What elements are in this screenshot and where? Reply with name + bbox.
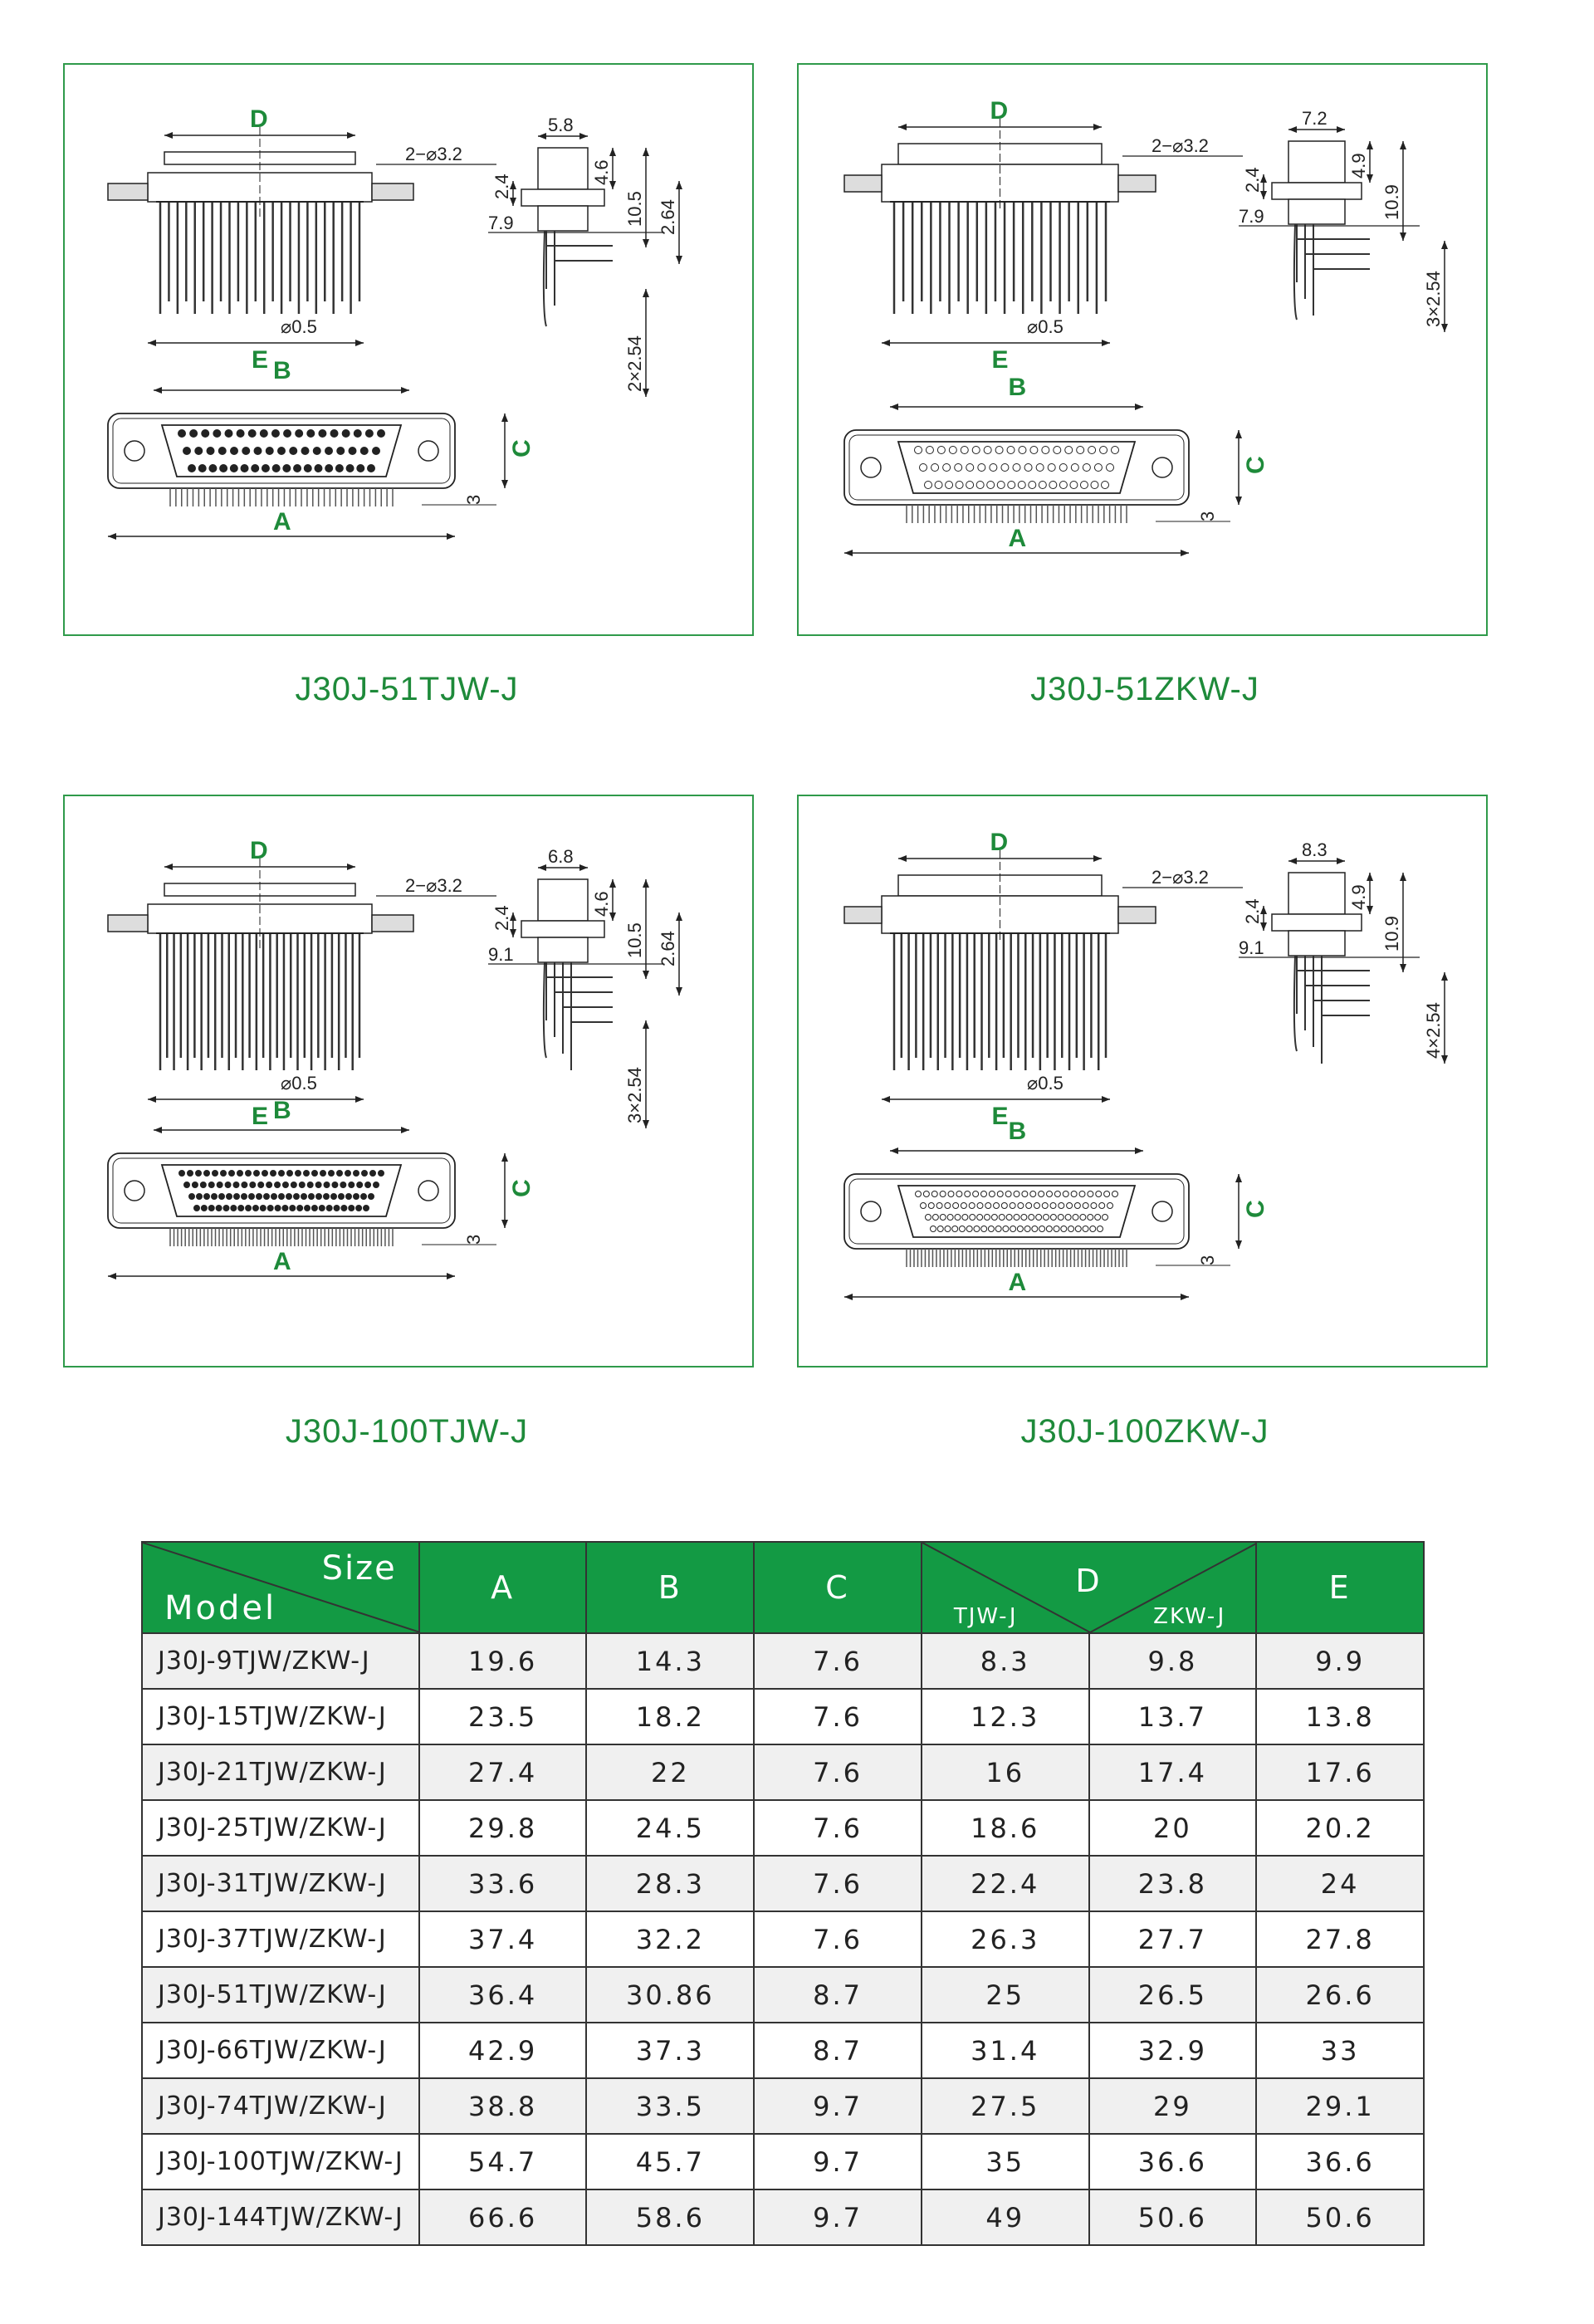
dim-hole-label: 2−⌀3.2 [1151, 867, 1209, 888]
dim-b-label: B [1008, 374, 1027, 401]
value-cell-d-tjw: 35 [922, 2134, 1089, 2189]
profile-view [488, 846, 682, 1128]
header-a: A [419, 1542, 587, 1633]
value-cell-e: 33 [1256, 2023, 1424, 2078]
value-cell-a: 29.8 [419, 1800, 587, 1856]
value-cell-b: 22 [586, 1744, 754, 1800]
value-cell-c: 7.6 [754, 1689, 922, 1744]
value-cell-d-tjw: 27.5 [922, 2078, 1089, 2134]
front-view [844, 374, 1269, 556]
table-row [142, 1967, 1424, 2023]
dim-b-label: B [273, 1097, 291, 1124]
side-view [108, 105, 496, 374]
drawing-panel-4 [797, 795, 1488, 1367]
dim-pin-label: ⌀0.5 [281, 1073, 317, 1094]
front-view [844, 1118, 1269, 1300]
caption-j30j-100tjw: J30J-100TJW-J [285, 1413, 529, 1450]
model-cell: J30J-51TJW/ZKW-J [142, 1967, 419, 2023]
dim-pin-label: ⌀0.5 [281, 316, 317, 337]
dim-h1-label: 2.4 [491, 174, 512, 199]
table-row [142, 1689, 1424, 1744]
model-cell: J30J-15TJW/ZKW-J [142, 1689, 419, 1744]
caption-j30j-100zkw: J30J-100ZKW-J [1020, 1413, 1269, 1450]
side-view [108, 837, 496, 1130]
connector-drawing [65, 796, 755, 1369]
model-cell: J30J-21TJW/ZKW-J [142, 1744, 419, 1800]
dimension-table [141, 1541, 1425, 2246]
value-cell-e: 27.8 [1256, 1911, 1424, 1967]
value-cell-a: 38.8 [419, 2078, 587, 2134]
value-cell-d-zkw: 17.4 [1089, 1744, 1257, 1800]
dim-h5-label: 9.1 [1239, 937, 1264, 958]
dim-h2-label: 4.6 [591, 891, 612, 917]
table-row [142, 2189, 1424, 2245]
dim-d-label: D [990, 97, 1009, 125]
dim-h4-label: 2.64 [658, 199, 678, 235]
value-cell-a: 66.6 [419, 2189, 587, 2245]
value-cell-d-tjw: 26.3 [922, 1911, 1089, 1967]
dim-c-label: C [1242, 1200, 1269, 1218]
dim-a-label: A [1008, 525, 1027, 552]
value-cell-d-zkw: 20 [1089, 1800, 1257, 1856]
value-cell-d-tjw: 31.4 [922, 2023, 1089, 2078]
model-cell: J30J-25TJW/ZKW-J [142, 1800, 419, 1856]
profile-view [1239, 839, 1448, 1064]
drawing-panel-3 [63, 795, 754, 1367]
header-e: E [1256, 1542, 1424, 1633]
dim-b-label: B [273, 357, 291, 384]
dim-e-label: E [252, 1103, 269, 1130]
dim-pitch-label: 3×2.54 [1423, 271, 1444, 327]
value-cell-d-tjw: 12.3 [922, 1689, 1089, 1744]
value-cell-e: 20.2 [1256, 1800, 1424, 1856]
dim-width-label: 7.2 [1302, 108, 1328, 129]
value-cell-b: 28.3 [586, 1856, 754, 1911]
dim-h2-label: 4.6 [591, 159, 612, 185]
value-cell-d-zkw: 27.7 [1089, 1911, 1257, 1967]
dim-c-label: C [1242, 456, 1269, 474]
side-view [844, 829, 1243, 1130]
value-cell-d-zkw: 26.5 [1089, 1967, 1257, 2023]
dim-3-label: 3 [1197, 511, 1218, 521]
dim-pin-label: ⌀0.5 [1027, 316, 1063, 337]
model-cell: J30J-100TJW/ZKW-J [142, 2134, 419, 2189]
connector-drawing [799, 796, 1489, 1369]
value-cell-a: 33.6 [419, 1856, 587, 1911]
dim-e-label: E [991, 1103, 1009, 1130]
model-cell: J30J-9TJW/ZKW-J [142, 1633, 419, 1689]
drawing-panel-1 [63, 63, 754, 636]
header-d-zkw: ZKW-J [1153, 1604, 1226, 1629]
dim-e-label: E [991, 346, 1009, 374]
value-cell-c: 8.7 [754, 2023, 922, 2078]
dim-pitch-label: 3×2.54 [624, 1067, 645, 1123]
dim-h5-label: 9.1 [488, 944, 514, 965]
dim-a-label: A [273, 1248, 291, 1275]
table-row [142, 2023, 1424, 2078]
value-cell-e: 9.9 [1256, 1633, 1424, 1689]
value-cell-c: 7.6 [754, 1744, 922, 1800]
profile-view [488, 115, 682, 397]
dim-h4-label: 2.64 [658, 931, 678, 966]
value-cell-c: 7.6 [754, 1856, 922, 1911]
dim-e-label: E [252, 346, 269, 374]
value-cell-b: 24.5 [586, 1800, 754, 1856]
dim-h2-label: 4.9 [1348, 153, 1369, 179]
connector-drawing [799, 65, 1489, 638]
dim-hole-label: 2−⌀3.2 [405, 144, 462, 164]
value-cell-e: 13.8 [1256, 1689, 1424, 1744]
dim-width-label: 8.3 [1302, 839, 1328, 860]
model-cell: J30J-144TJW/ZKW-J [142, 2189, 419, 2245]
dim-3-label: 3 [1197, 1255, 1218, 1265]
dim-width-label: 6.8 [548, 846, 574, 867]
dim-hole-label: 2−⌀3.2 [1151, 135, 1209, 156]
value-cell-c: 9.7 [754, 2078, 922, 2134]
dim-a-label: A [273, 508, 291, 536]
value-cell-a: 42.9 [419, 2023, 587, 2078]
value-cell-a: 27.4 [419, 1744, 587, 1800]
value-cell-d-zkw: 50.6 [1089, 2189, 1257, 2245]
model-cell: J30J-74TJW/ZKW-J [142, 2078, 419, 2134]
value-cell-b: 33.5 [586, 2078, 754, 2134]
dim-pin-label: ⌀0.5 [1027, 1073, 1063, 1094]
dim-3-label: 3 [463, 494, 484, 505]
value-cell-c: 9.7 [754, 2189, 922, 2245]
value-cell-e: 50.6 [1256, 2189, 1424, 2245]
dim-d-label: D [250, 105, 268, 133]
dim-hole-label: 2−⌀3.2 [405, 875, 462, 896]
dim-h3-label: 10.9 [1381, 184, 1402, 220]
value-cell-b: 45.7 [586, 2134, 754, 2189]
header-model-label: Model [164, 1589, 277, 1627]
value-cell-c: 7.6 [754, 1911, 922, 1967]
value-cell-e: 36.6 [1256, 2134, 1424, 2189]
value-cell-c: 7.6 [754, 1800, 922, 1856]
value-cell-c: 7.6 [754, 1633, 922, 1689]
profile-view [1239, 108, 1448, 332]
value-cell-d-zkw: 36.6 [1089, 2134, 1257, 2189]
dim-h1-label: 2.4 [1242, 167, 1263, 193]
header-size-model-cell [142, 1542, 419, 1633]
value-cell-e: 24 [1256, 1856, 1424, 1911]
dim-pitch-label: 2×2.54 [624, 335, 645, 392]
value-cell-d-tjw: 22.4 [922, 1856, 1089, 1911]
dim-a-label: A [1008, 1269, 1027, 1296]
header-c: C [754, 1542, 922, 1633]
caption-j30j-51zkw: J30J-51ZKW-J [1030, 671, 1259, 707]
value-cell-a: 37.4 [419, 1911, 587, 1967]
value-cell-e: 17.6 [1256, 1744, 1424, 1800]
header-b: B [586, 1542, 754, 1633]
dim-h3-label: 10.9 [1381, 916, 1402, 952]
value-cell-c: 8.7 [754, 1967, 922, 2023]
header-d-cell [922, 1542, 1256, 1633]
table-row [142, 1856, 1424, 1911]
dim-3-label: 3 [463, 1234, 484, 1245]
dim-h3-label: 10.5 [624, 922, 645, 958]
value-cell-b: 58.6 [586, 2189, 754, 2245]
table-row [142, 1744, 1424, 1800]
value-cell-d-zkw: 23.8 [1089, 1856, 1257, 1911]
table-row [142, 1633, 1424, 1689]
table-row [142, 1800, 1424, 1856]
value-cell-a: 36.4 [419, 1967, 587, 2023]
value-cell-d-tjw: 8.3 [922, 1633, 1089, 1689]
value-cell-b: 30.86 [586, 1967, 754, 2023]
dim-h5-label: 7.9 [1239, 206, 1264, 227]
value-cell-d-zkw: 13.7 [1089, 1689, 1257, 1744]
value-cell-d-zkw: 9.8 [1089, 1633, 1257, 1689]
model-cell: J30J-37TJW/ZKW-J [142, 1911, 419, 1967]
value-cell-e: 29.1 [1256, 2078, 1424, 2134]
dim-d-label: D [250, 837, 268, 864]
table-header-row [142, 1542, 1424, 1633]
dim-c-label: C [508, 1179, 535, 1197]
value-cell-a: 19.6 [419, 1633, 587, 1689]
header-size-label: Size [321, 1549, 397, 1588]
caption-j30j-51tjw: J30J-51TJW-J [295, 671, 519, 707]
table-body [142, 1633, 1424, 2245]
front-view [108, 357, 535, 540]
value-cell-d-tjw: 16 [922, 1744, 1089, 1800]
table-row [142, 1911, 1424, 1967]
dim-h1-label: 2.4 [1242, 898, 1263, 924]
value-cell-d-zkw: 32.9 [1089, 2023, 1257, 2078]
value-cell-d-tjw: 18.6 [922, 1800, 1089, 1856]
connector-drawing [65, 65, 755, 638]
model-cell: J30J-31TJW/ZKW-J [142, 1856, 419, 1911]
table-row [142, 2078, 1424, 2134]
value-cell-a: 23.5 [419, 1689, 587, 1744]
dim-h3-label: 10.5 [624, 191, 645, 227]
value-cell-b: 14.3 [586, 1633, 754, 1689]
header-d: D [1075, 1563, 1103, 1599]
value-cell-d-tjw: 25 [922, 1967, 1089, 2023]
dim-c-label: C [508, 439, 535, 457]
value-cell-c: 9.7 [754, 2134, 922, 2189]
header-d-tjw: TJW-J [953, 1604, 1018, 1629]
value-cell-a: 54.7 [419, 2134, 587, 2189]
model-cell: J30J-66TJW/ZKW-J [142, 2023, 419, 2078]
dim-pitch-label: 4×2.54 [1423, 1002, 1444, 1059]
dim-d-label: D [990, 829, 1009, 856]
value-cell-b: 37.3 [586, 2023, 754, 2078]
dim-width-label: 5.8 [548, 115, 574, 135]
value-cell-e: 26.6 [1256, 1967, 1424, 2023]
value-cell-d-tjw: 49 [922, 2189, 1089, 2245]
value-cell-b: 32.2 [586, 1911, 754, 1967]
side-view [844, 97, 1243, 374]
dim-h5-label: 7.9 [488, 213, 514, 233]
dim-h1-label: 2.4 [491, 905, 512, 931]
front-view [108, 1097, 535, 1279]
table-row [142, 2134, 1424, 2189]
value-cell-b: 18.2 [586, 1689, 754, 1744]
drawing-panel-2 [797, 63, 1488, 636]
dim-b-label: B [1008, 1118, 1027, 1145]
value-cell-d-zkw: 29 [1089, 2078, 1257, 2134]
dim-h2-label: 4.9 [1348, 884, 1369, 910]
